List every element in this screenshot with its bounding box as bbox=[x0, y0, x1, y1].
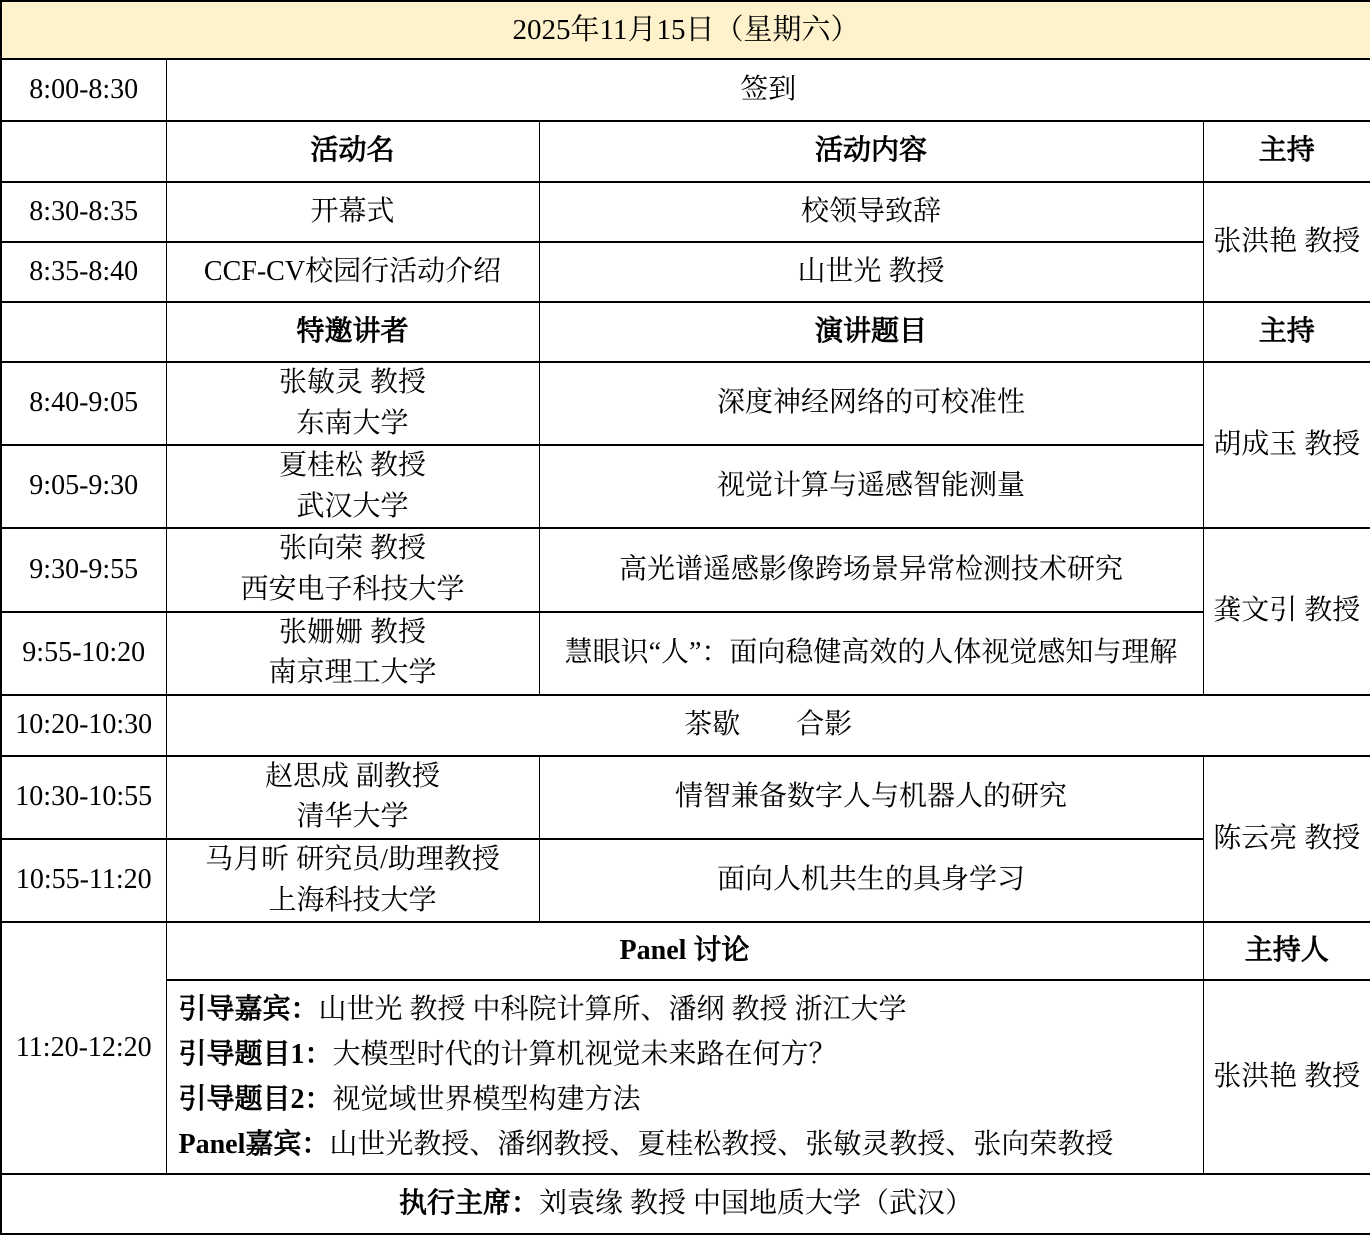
speaker-affiliation: 东南大学 bbox=[296, 407, 409, 439]
signin-cell: 签到 bbox=[166, 59, 1370, 121]
executive-chair-label: 执行主席： bbox=[398, 1187, 539, 1219]
speaker-cell bbox=[166, 528, 539, 611]
speaker-affiliation: 武汉大学 bbox=[296, 490, 409, 522]
activity-name-cell: CCF-CV校园行活动介绍 bbox=[166, 242, 539, 302]
speaker-affiliation: 清华大学 bbox=[296, 801, 409, 833]
time-cell: 8:00-8:30 bbox=[1, 59, 166, 121]
host-cell: 张洪艳 教授 bbox=[1203, 980, 1370, 1174]
speaker-cell bbox=[166, 445, 539, 528]
talk-row-6 bbox=[1, 839, 1370, 922]
talk-title-cell: 视觉计算与遥感智能测量 bbox=[539, 445, 1203, 528]
time-cell: 9:05-9:30 bbox=[1, 445, 166, 528]
panel-detail-cell bbox=[166, 980, 1203, 1174]
host-cell: 胡成玉 教授 bbox=[1203, 362, 1370, 528]
executive-chair-text: 刘袁缘 教授 中国地质大学（武汉） bbox=[539, 1187, 974, 1219]
host-cell: 张洪艳 教授 bbox=[1203, 182, 1370, 302]
signin-row bbox=[1, 59, 1370, 121]
speaker-cell bbox=[166, 756, 539, 839]
panel-line-topic1 bbox=[179, 1032, 1193, 1077]
date-header-row bbox=[1, 1, 1370, 59]
opening-row-2 bbox=[1, 242, 1370, 302]
panel-line-label: 引导嘉宾： bbox=[178, 994, 319, 1026]
executive-chair-cell bbox=[1, 1174, 1370, 1234]
column-header-activity-content: 活动内容 bbox=[539, 121, 1203, 182]
panel-line-guests bbox=[179, 987, 1193, 1032]
invited-header-row bbox=[1, 302, 1370, 362]
speaker-cell bbox=[166, 839, 539, 922]
opening-header-row bbox=[1, 121, 1370, 182]
speaker-affiliation: 南京理工大学 bbox=[268, 657, 437, 689]
talk-row-5 bbox=[1, 756, 1370, 839]
time-cell: 9:30-9:55 bbox=[1, 528, 166, 611]
talk-title-cell: 深度神经网络的可校准性 bbox=[539, 362, 1203, 445]
speaker-name: 马月昕 研究员/助理教授 bbox=[205, 843, 500, 875]
speaker-affiliation: 西安电子科技大学 bbox=[240, 573, 465, 605]
host-cell: 陈云亮 教授 bbox=[1203, 756, 1370, 922]
panel-line-label: 引导题目1： bbox=[178, 1039, 333, 1071]
time-cell: 8:35-8:40 bbox=[1, 242, 166, 302]
talk-title-cell: 情智兼备数字人与机器人的研究 bbox=[539, 756, 1203, 839]
panel-title-cell: Panel 讨论 bbox=[166, 922, 1203, 980]
time-cell: 10:30-10:55 bbox=[1, 756, 166, 839]
speaker-affiliation: 上海科技大学 bbox=[268, 884, 437, 916]
column-header-topic: 演讲题目 bbox=[539, 302, 1203, 362]
panel-line-topic2 bbox=[179, 1077, 1193, 1122]
speaker-name: 张姗姗 教授 bbox=[278, 616, 426, 648]
column-header-host: 主持 bbox=[1203, 121, 1370, 182]
time-cell: 8:40-9:05 bbox=[1, 362, 166, 445]
activity-name-cell: 开幕式 bbox=[166, 182, 539, 242]
tea-break-row bbox=[1, 695, 1370, 756]
talk-title-cell: 高光谱遥感影像跨场景异常检测技术研究 bbox=[539, 528, 1203, 611]
speaker-name: 张向荣 教授 bbox=[278, 533, 426, 565]
panel-line-label: 引导题目2： bbox=[178, 1084, 333, 1116]
speaker-cell bbox=[166, 612, 539, 695]
talk-row-4 bbox=[1, 612, 1370, 695]
talk-row-1 bbox=[1, 362, 1370, 445]
empty-time-cell bbox=[1, 302, 166, 362]
column-header-activity-name: 活动名 bbox=[166, 121, 539, 182]
column-header-host: 主持 bbox=[1203, 302, 1370, 362]
panel-line-text: 山世光教授、潘纲教授、夏桂松教授、张敏灵教授、张向荣教授 bbox=[329, 1129, 1114, 1161]
speaker-cell bbox=[166, 362, 539, 445]
panel-line-text: 视觉域世界模型构建方法 bbox=[332, 1084, 641, 1116]
talk-title-cell: 慧眼识“人”：面向稳健高效的人体视觉感知与理解 bbox=[539, 612, 1203, 695]
panel-detail-row bbox=[1, 980, 1370, 1174]
time-cell: 10:20-10:30 bbox=[1, 695, 166, 756]
footer-row bbox=[1, 1174, 1370, 1234]
panel-line-text: 大模型时代的计算机视觉未来路在何方？ bbox=[332, 1039, 837, 1071]
talk-title-cell: 面向人机共生的具身学习 bbox=[539, 839, 1203, 922]
speaker-name: 夏桂松 教授 bbox=[278, 450, 426, 482]
time-cell: 10:55-11:20 bbox=[1, 839, 166, 922]
panel-host-header-cell: 主持人 bbox=[1203, 922, 1370, 980]
activity-content-cell: 校领导致辞 bbox=[539, 182, 1203, 242]
tea-break-cell: 茶歇 合影 bbox=[166, 695, 1370, 756]
talk-row-3 bbox=[1, 528, 1370, 611]
speaker-name: 赵思成 副教授 bbox=[264, 760, 440, 792]
empty-time-cell bbox=[1, 121, 166, 182]
column-header-speaker: 特邀讲者 bbox=[166, 302, 539, 362]
activity-content-cell: 山世光 教授 bbox=[539, 242, 1203, 302]
panel-line-panelists bbox=[179, 1122, 1193, 1167]
speaker-name: 张敏灵 教授 bbox=[278, 367, 426, 398]
panel-line-label: Panel嘉宾： bbox=[178, 1129, 330, 1161]
time-cell: 8:30-8:35 bbox=[1, 182, 166, 242]
panel-line-text: 山世光 教授 中科院计算所、潘纲 教授 浙江大学 bbox=[318, 994, 907, 1026]
panel-header-row bbox=[1, 922, 1370, 980]
opening-row-1 bbox=[1, 182, 1370, 242]
talk-row-2 bbox=[1, 445, 1370, 528]
time-cell: 11:20-12:20 bbox=[1, 922, 166, 1174]
time-cell: 9:55-10:20 bbox=[1, 612, 166, 695]
date-title: 2025年11月15日（星期六） bbox=[1, 1, 1370, 59]
host-cell: 龚文引 教授 bbox=[1203, 528, 1370, 694]
